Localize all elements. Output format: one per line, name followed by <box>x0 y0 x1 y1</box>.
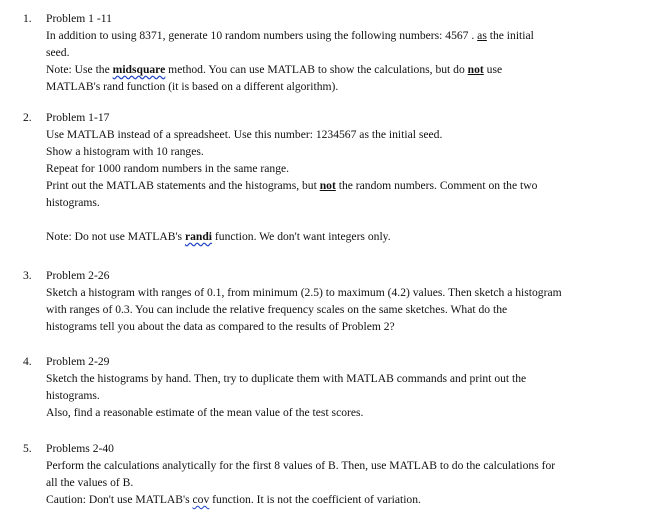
problem-title: Problem 2-26 <box>46 269 110 282</box>
problem-title: Problem 1 -11 <box>46 12 112 25</box>
problem-line: Repeat for 1000 random numbers in the same range. <box>46 162 290 175</box>
problem-line: Note: Do not use MATLAB's randi function. We don't want integers only. <box>46 230 391 243</box>
problem-line: MATLAB's rand function (it is based on a different algorithm). <box>46 80 339 93</box>
problem-number: 5. <box>23 442 32 455</box>
problem-line: Sketch a histogram with ranges of 0.1, from minimum (2.5) to maximum (4.2) values. Then sketch a histogram <box>46 286 562 299</box>
problem-line: histograms. <box>46 196 100 209</box>
problem-line: Perform the calculations analytically for the first 8 values of B. Then, use MATLAB to do the calculations for <box>46 459 556 472</box>
problem-line: histograms. <box>46 389 100 402</box>
problem-line: with ranges of 0.3. You can include the relative frequency scales on the same sketches. What do the <box>46 303 508 316</box>
problem-line: Show a histogram with 10 ranges. <box>46 145 204 158</box>
problem-title: Problem 1-17 <box>46 111 110 124</box>
problem-line: histograms tell you about the data as compared to the results of Problem 2? <box>46 320 395 333</box>
problem-title: Problems 2-40 <box>46 442 114 455</box>
problem-number: 1. <box>23 12 32 25</box>
problem-line: Note: Use the midsquare method. You can use MATLAB to show the calculations, but do not use <box>46 63 503 76</box>
problem-line: all the values of B. <box>46 476 134 489</box>
problem-line: Print out the MATLAB statements and the histograms, but not the random numbers. Comment on the two <box>46 179 538 192</box>
problem-title: Problem 2-29 <box>46 355 110 368</box>
problem-number: 3. <box>23 269 32 282</box>
problem-line: In addition to using 8371, generate 10 random numbers using the following numbers: 4567 . as the initial <box>46 29 534 42</box>
problem-line: Use MATLAB instead of a spreadsheet. Use this number: 1234567 as the initial seed. <box>46 128 443 141</box>
problem-line: seed. <box>46 46 70 59</box>
problem-number: 4. <box>23 355 32 368</box>
problem-line: Caution: Don't use MATLAB's cov function. It is not the coefficient of variation. <box>46 493 421 506</box>
problem-number: 2. <box>23 111 32 124</box>
problem-line: Sketch the histograms by hand. Then, try to duplicate them with MATLAB commands and print out the <box>46 372 527 385</box>
problem-line: Also, find a reasonable estimate of the mean value of the test scores. <box>46 406 364 419</box>
